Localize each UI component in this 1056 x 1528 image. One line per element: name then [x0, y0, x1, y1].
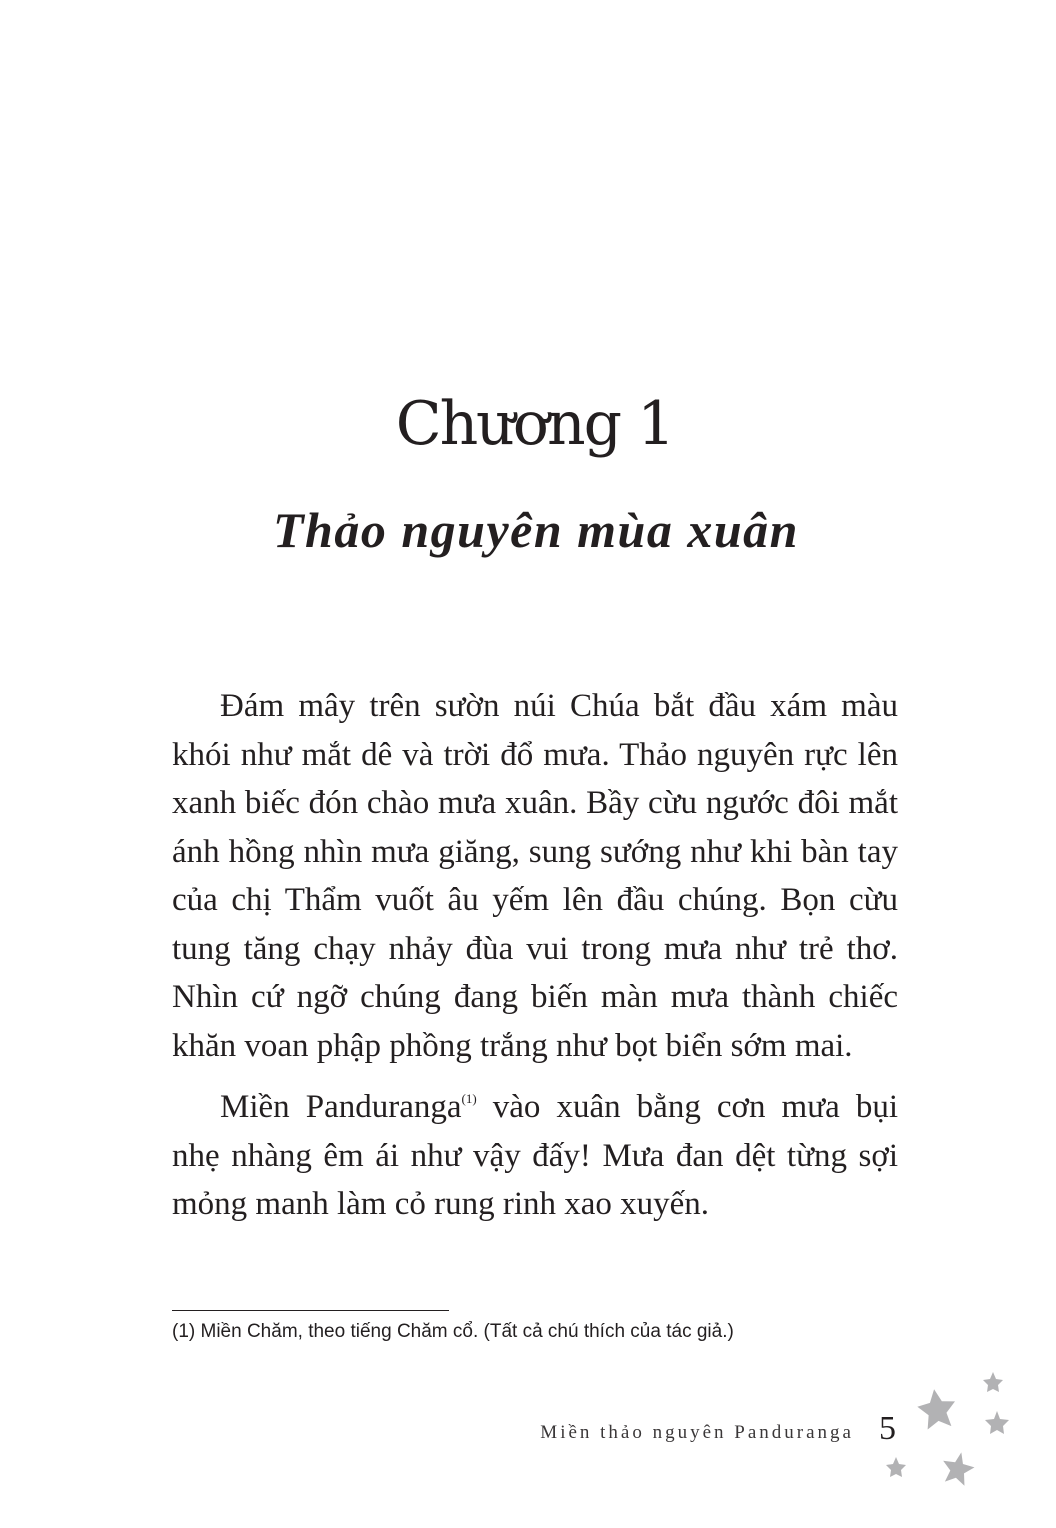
paragraph-2-start: Miền Panduranga: [220, 1089, 462, 1125]
page-number: 5: [879, 1410, 896, 1447]
star-icon: [985, 1411, 1009, 1434]
chapter-title: Chương 1: [395, 389, 674, 459]
paragraph-1: Đám mây trên sườn núi Chúa bắt đầu xám màu khói như mắt dê và trời đổ mưa. Thảo nguyên rực lên xanh biếc đón chào mưa xuân. Bầy cừu ngước đôi mắt ánh hồng nhìn mưa giăng, sung sướng như khi bàn tay của chị Thẩm vuốt âu yếm lên đầu chúng. Bọn cừu tung tăng chạy nhảy đùa vui trong mưa như trẻ thơ. Nhìn cứ ngỡ chúng đang biến màn mưa thành chiếc khăn voan phập phồng trắng như bọt biển sớm mai.: [172, 688, 898, 1064]
running-footer-book-title: Miền thảo nguyên Panduranga: [540, 1422, 854, 1443]
star-icon: [939, 1449, 977, 1487]
chapter-subtitle: Thảo nguyên mùa xuân: [273, 502, 799, 558]
paragraph-2-rest: vào xuân bằng cơn mưa bụi nhẹ nhàng êm ái như vậy đấy! Mưa đan dệt từng sợi mỏng manh làm cỏ rung rinh xao xuyến.: [172, 1089, 898, 1222]
star-icon: [915, 1387, 958, 1431]
paragraph-2: [172, 1083, 898, 1229]
body-text: [172, 682, 898, 1229]
footnote-divider: [172, 1310, 449, 1311]
stars-icon: [880, 1368, 1020, 1498]
footnote-reference: (1): [461, 1091, 477, 1106]
star-icon: [886, 1457, 906, 1477]
star-icon: [983, 1372, 1003, 1392]
footnote: (1) Miền Chăm, theo tiếng Chăm cổ. (Tất cả chú thích của tác giả.): [172, 1321, 734, 1342]
